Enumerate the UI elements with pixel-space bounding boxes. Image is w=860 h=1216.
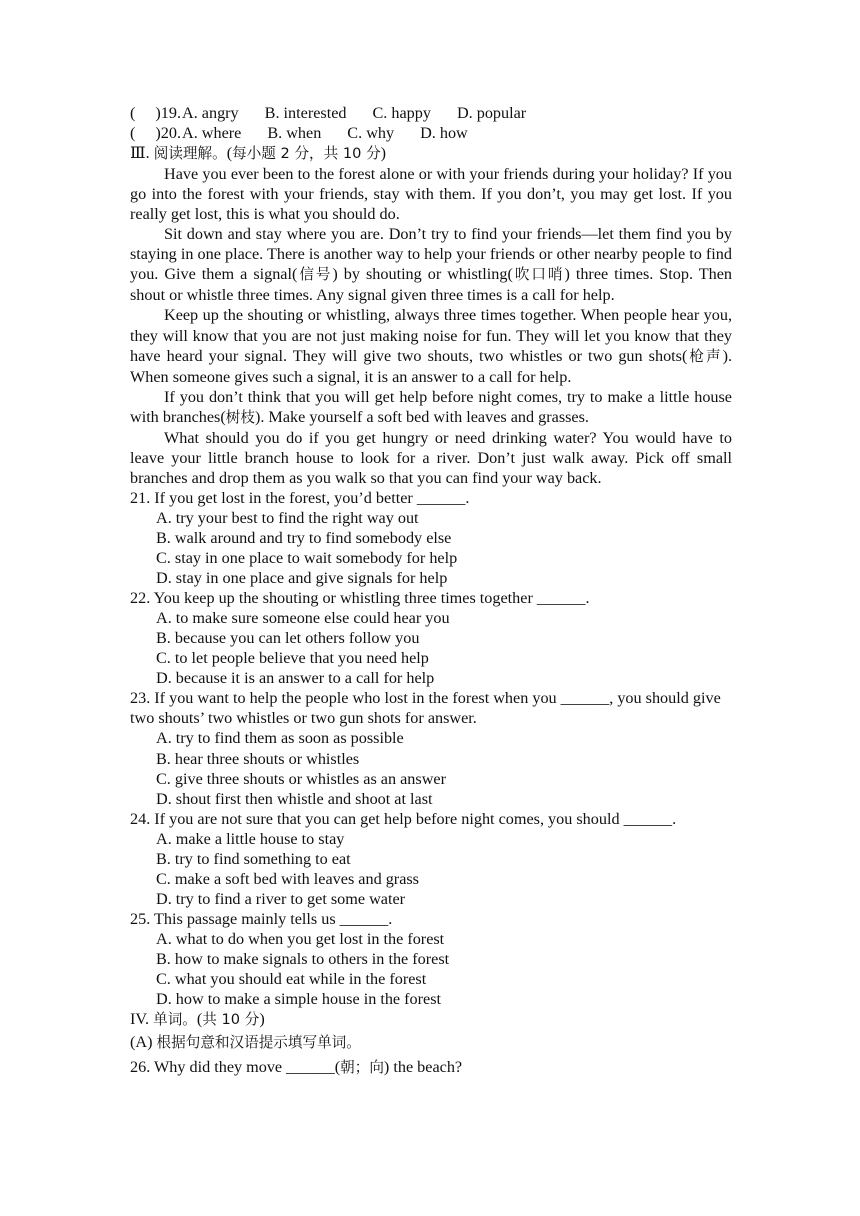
option-d: D. how to make a simple house in the forest	[156, 990, 442, 1009]
worksheet-page	[130, 103, 732, 1078]
option-a: A. make a little house to stay	[156, 829, 345, 848]
passage-paragraph-1: Have you ever been to the forest alone or with your friends during your holiday? If you go into the forest with your friends, stay with them. If you don’t, you may get lost. If you really get lost, this is what you should do.	[130, 165, 732, 224]
option-c: C. why	[347, 124, 395, 143]
option-b: B. because you can let others follow you	[156, 629, 420, 648]
option-d: D. stay in one place and give signals for help	[156, 569, 448, 588]
option-c: C. what you should eat while in the forest	[156, 970, 427, 989]
question-stem: 23. If you want to help the people who lost in the forest when you ______, you should give two shouts’ two whistles or two gun shots for answer.	[130, 689, 721, 728]
part-instruction: 根据句意和汉语提示填写单词。	[156, 1034, 361, 1052]
section-roman: IV.	[130, 1010, 150, 1029]
section-title: 单词。	[153, 1011, 197, 1029]
section-score: 每小题 2 分，共 10 分	[232, 145, 381, 163]
question-number: )19.	[155, 104, 182, 122]
option-b: B. how to make signals to others in the forest	[156, 949, 450, 968]
option-d: D. popular	[456, 104, 527, 122]
option-d: D. try to find a river to get some water	[156, 889, 406, 908]
option-a: A. try to find them as soon as possible	[156, 729, 404, 748]
question-stem: 22. You keep up the shouting or whistling three times together ______.	[130, 589, 590, 608]
section-heading-vocabulary: IV. 单词。(共 10 分)	[130, 1010, 265, 1029]
section-title: 阅读理解。	[153, 145, 227, 163]
question-number: )20.	[155, 124, 182, 143]
passage-paragraph-3: Keep up the shouting or whistling, always three times together. When people hear you, they will know that you are not just making noise for fun. They will let you know that they have heard your signal. They will give two shouts, two whistles or two gun shots(枪声). When someone gives such a signal, it is an answer to a call for help.	[130, 306, 732, 386]
option-d: D. because it is an answer to a call for help	[156, 669, 435, 688]
question-stem: 25. This passage mainly tells us ______.	[130, 909, 393, 928]
question-stem: 24. If you are not sure that you can get help before night comes, you should ______.	[130, 809, 677, 828]
question-20	[130, 123, 732, 143]
option-c: C. give three shouts or whistles as an answer	[156, 769, 446, 788]
option-b: B. interested	[264, 104, 347, 122]
answer-bracket: (	[130, 124, 136, 143]
option-a: A. to make sure someone else could hear you	[156, 609, 450, 628]
question-stem: 21. If you get lost in the forest, you’d better ______.	[130, 488, 470, 507]
question-23	[130, 688, 732, 808]
option-a: A. angry	[182, 104, 239, 122]
option-a: A. what to do when you get lost in the forest	[156, 929, 445, 948]
reading-passage	[130, 164, 732, 488]
option-a: A. try your best to find the right way out	[156, 508, 419, 527]
option-a: A. where	[182, 124, 242, 143]
question-25	[130, 909, 732, 1009]
part-label: (A)	[130, 1033, 153, 1052]
question-26: 26. Why did they move ______(朝；向) the beach?	[130, 1058, 463, 1077]
option-b: B. walk around and try to find somebody else	[156, 528, 452, 547]
option-c: C. stay in one place to wait somebody for help	[156, 549, 458, 568]
answer-bracket: (	[130, 104, 136, 122]
option-c: C. to let people believe that you need help	[156, 649, 429, 668]
passage-paragraph-4: If you don’t think that you will get help before night comes, try to make a little house with branches(树枝). Make yourself a soft bed with leaves and grasses.	[130, 387, 732, 426]
question-22	[130, 588, 732, 688]
option-c: C. make a soft bed with leaves and grass	[156, 869, 419, 888]
section-heading-reading: Ⅲ. 阅读理解。(每小题 2 分，共 10 分)	[130, 144, 387, 163]
section-score: 共 10 分	[202, 1011, 260, 1029]
question-19	[130, 103, 732, 123]
question-24	[130, 809, 732, 909]
option-c: C. happy	[372, 104, 431, 122]
option-b: B. when	[267, 124, 322, 143]
passage-paragraph-5: What should you do if you get hungry or need drinking water? You would have to leave your little branch house to look for a river. Don’t just walk away. Pick off small branches and drop them as you walk so that you can find your way back.	[130, 428, 732, 487]
option-b: B. try to find something to eat	[156, 849, 351, 868]
question-21	[130, 488, 732, 588]
section-roman: Ⅲ.	[130, 144, 150, 163]
part-a-instruction	[130, 1032, 732, 1053]
option-d: D. shout first then whistle and shoot at last	[156, 789, 433, 808]
passage-paragraph-2: Sit down and stay where you are. Don’t try to find your friends—let them find you by staying in one place. There is another way to help your friends or other nearby people to find you. Give them a signal(信号) by shouting or whistling(吹口哨) three times. Stop. Then shout or whistle three times. Any signal given three times is a call for help.	[130, 225, 732, 305]
option-d: D. how	[420, 124, 468, 143]
option-b: B. hear three shouts or whistles	[156, 749, 360, 768]
